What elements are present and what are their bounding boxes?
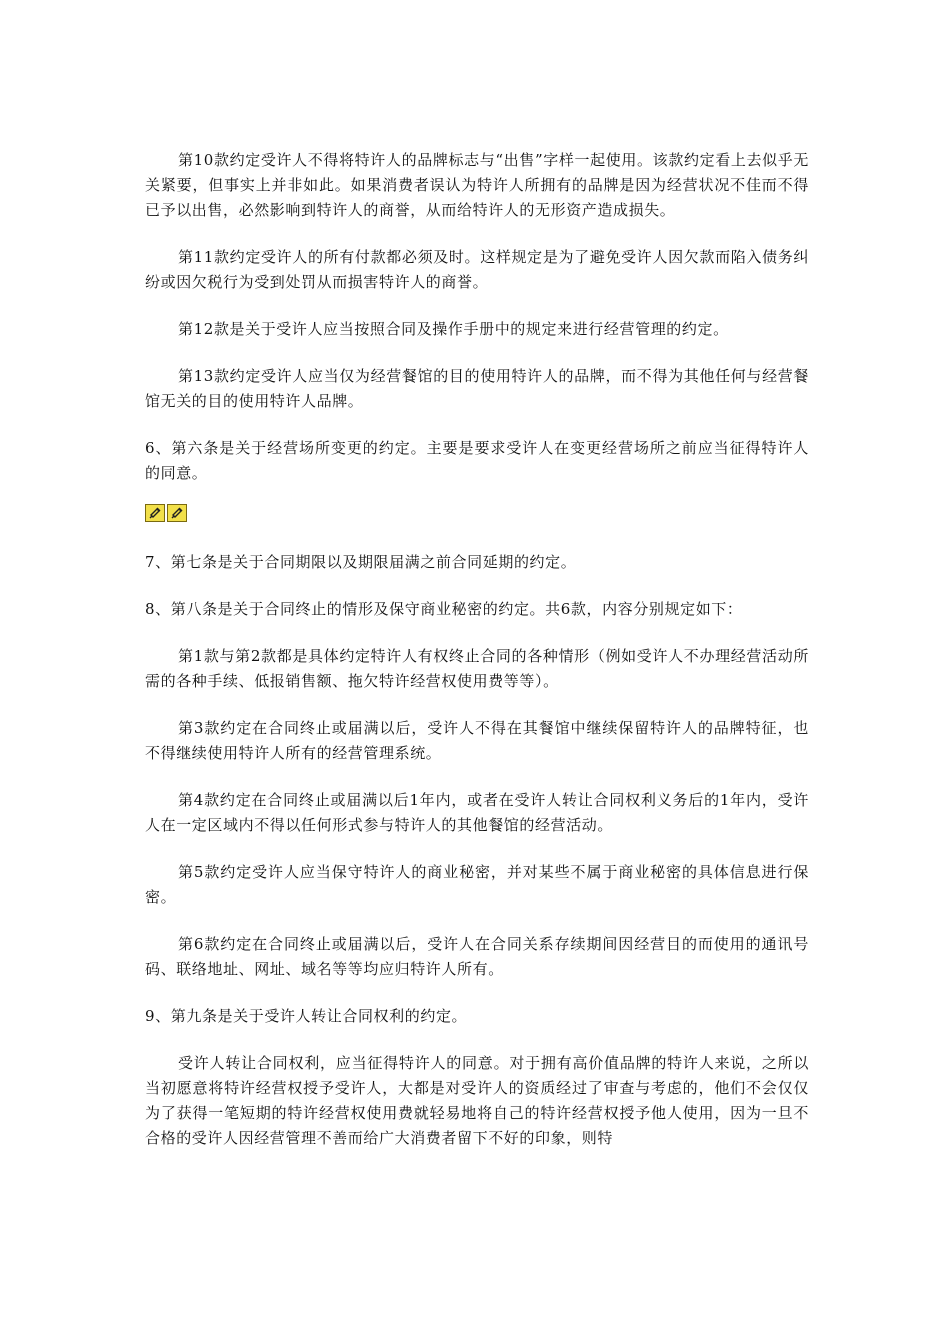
paragraph-clause-13: 第13款约定受许人应当仅为经营餐馆的目的使用特许人的品牌，而不得为其他任何与经营餐馆无关的目的使用特许人品牌。 (145, 367, 809, 410)
paragraph-clause-3: 第3款约定在合同终止或届满以后，受许人不得在其餐馆中继续保留特许人的品牌特征，也不得继续使用特许人所有的经营管理系统。 (145, 719, 809, 762)
paragraph-clause-4: 第4款约定在合同终止或届满以后1年内，或者在受许人转让合同权利义务后的1年内，受许人在一定区域内不得以任何形式参与特许人的其他餐馆的经营活动。 (145, 791, 809, 834)
paragraph-article-7: 7、第七条是关于合同期限以及期限届满之前合同延期的约定。 (145, 553, 577, 571)
paragraph-article-9: 9、第九条是关于受许人转让合同权利的约定。 (145, 1007, 468, 1025)
paragraph-clause-12: 第12款是关于受许人应当按照合同及操作手册中的规定来进行经营管理的约定。 (178, 320, 729, 338)
paragraph-clause-5: 第5款约定受许人应当保守特许人的商业秘密，并对某些不属于商业秘密的具体信息进行保密。 (145, 863, 809, 906)
document-link-icon[interactable] (167, 504, 187, 522)
inline-icons (145, 504, 809, 524)
paragraph-clause-10: 第10款约定受许人不得将特许人的品牌标志与“出售”字样一起使用。该款约定看上去似乎无关紧要，但事实上并非如此。如果消费者误认为特许人所拥有的品牌是因为经营状况不佳而不得已予以出售，必然影响到特许人的商誉，从而给特许人的无形资产造成损失。 (145, 151, 809, 219)
document-link-icon[interactable] (145, 504, 165, 522)
paragraph-article-8: 8、第八条是关于合同终止的情形及保守商业秘密的约定。共6款，内容分别规定如下： (145, 600, 743, 618)
paragraph-clause-1-2: 第1款与第2款都是具体约定特许人有权终止合同的各种情形（例如受许人不办理经营活动所需的各种手续、低报销售额、拖欠特许经营权使用费等等）。 (145, 647, 809, 690)
document-body (145, 148, 809, 1173)
paragraph-clause-6: 第6款约定在合同终止或届满以后，受许人在合同关系存续期间因经营目的而使用的通讯号码、联络地址、网址、域名等等均应归特许人所有。 (145, 935, 809, 978)
paragraph-article-6: 6、第六条是关于经营场所变更的约定。主要是要求受许人在变更经营场所之前应当征得特许人的同意。 (145, 439, 809, 482)
paragraph-transfer-rights: 受许人转让合同权利，应当征得特许人的同意。对于拥有高价值品牌的特许人来说，之所以当初愿意将特许经营权授予受许人，大都是对受许人的资质经过了审查与考虑的，他们不会仅仅为了获得一笔短期的特许经营权使用费就轻易地将自己的特许经营权授予他人使用，因为一旦不合格的受许人因经营管理不善而给广大消费者留下不好的印象，则特 (145, 1054, 809, 1147)
paragraph-clause-11: 第11款约定受许人的所有付款都必须及时。这样规定是为了避免受许人因欠款而陷入债务纠纷或因欠税行为受到处罚从而损害特许人的商誉。 (145, 248, 809, 291)
